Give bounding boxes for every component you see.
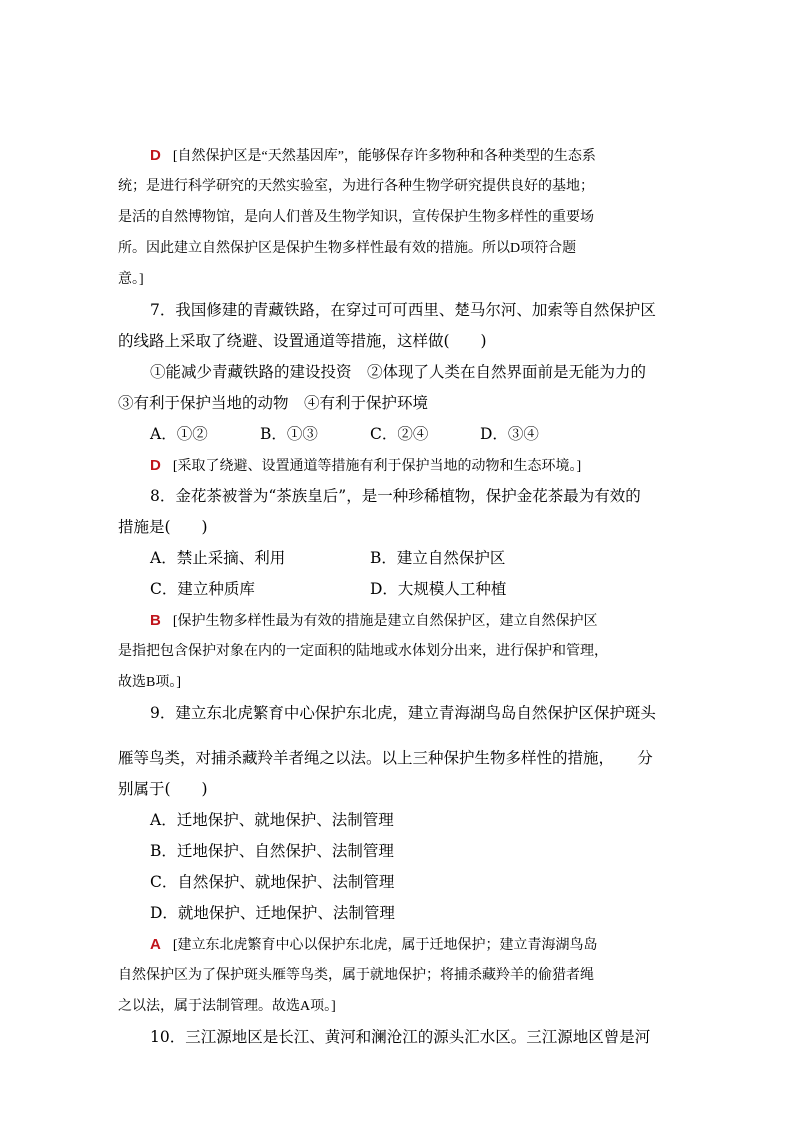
question-10-stem: 10．三江源地区是长江、黄河和澜沧江的源头汇水区。三江源地区曾是河 bbox=[150, 1028, 651, 1046]
answer-line: 是活的自然博物馆，是向人们普及生物学知识，宣传保护生物多样性的重要场 bbox=[118, 210, 594, 225]
question-7-statement: ③有利于保护当地的动物 ④有利于保护环境 bbox=[118, 394, 429, 412]
question-8-stem: 8．金花茶被誉为“茶族皇后”，是一种珍稀植物，保护金花茶最为有效的 bbox=[150, 487, 641, 505]
page-content bbox=[118, 140, 676, 1053]
option-c: C．自然保护、就地保护、法制管理 bbox=[150, 873, 395, 891]
question-9-stem: 别属于( ) bbox=[118, 780, 208, 798]
answer-line: 所。因此建立自然保护区是保护生物多样性最有效的措施。所以D项符合题 bbox=[118, 241, 577, 256]
answer-line: 自然保护区为了保护斑头雁等鸟类，属于就地保护；将捕杀藏羚羊的偷猎者绳 bbox=[118, 968, 594, 983]
option-c: C．建立种质库 bbox=[150, 580, 255, 598]
option-b: B．建立自然保护区 bbox=[370, 549, 506, 567]
option-b: B．①③ bbox=[260, 425, 318, 443]
answer-key: D bbox=[150, 147, 161, 164]
option-a: A．迁地保护、就地保护、法制管理 bbox=[150, 811, 394, 829]
question-8-stem: 措施是( ) bbox=[118, 518, 208, 536]
question-7-stem: 的线路上采取了绕避、设置通道等措施，这样做( ) bbox=[118, 332, 487, 350]
option-a: A．①② bbox=[150, 425, 208, 443]
question-9-stem: 9．建立东北虎繁育中心保护东北虎，建立青海湖鸟岛自然保护区保护斑头 bbox=[150, 704, 656, 722]
question-8-options bbox=[118, 543, 676, 574]
option-c: C．②④ bbox=[370, 425, 429, 443]
answer-line: 意。] bbox=[118, 272, 144, 287]
question-8-answer: B [保护生物多样性最为有效的措施是建立自然保护区，建立自然保护区 bbox=[150, 612, 598, 629]
question-7-answer: D [采取了绕避、设置通道等措施有利于保护当地的动物和生态环境。] bbox=[150, 457, 582, 474]
answer-key: A bbox=[150, 936, 161, 953]
option-d: D．③④ bbox=[480, 425, 539, 443]
answer-key: D bbox=[150, 457, 161, 474]
question-9-answer: A [建立东北虎繁育中心以保护东北虎，属于迁地保护；建立青海湖鸟岛 bbox=[150, 936, 598, 953]
option-d: D．就地保护、迁地保护、法制管理 bbox=[150, 904, 395, 922]
question-7-statement: ①能减少青藏铁路的建设投资 ②体现了人类在自然界面前是无能为力的 bbox=[150, 363, 647, 381]
answer-line: 故选B项。] bbox=[118, 675, 181, 690]
option-d: D．大规模人工种植 bbox=[370, 580, 507, 598]
answer-line: D [自然保护区是“天然基因库”，能够保存许多物种和各种类型的生态系 bbox=[150, 147, 596, 164]
question-9-stem: 雁等鸟类，对捕杀藏羚羊者绳之以法。以上三种保护生物多样性的措施， 分 bbox=[118, 749, 653, 767]
answer-line: 统；是进行科学研究的天然实验室，为进行各种生物学研究提供良好的基地； bbox=[118, 179, 594, 194]
answer-line: 之以法，属于法制管理。故选A项。] bbox=[118, 999, 336, 1014]
answer-line: 是指把包含保护对象在内的一定面积的陆地或水体划分出来，进行保护和管理， bbox=[118, 644, 608, 659]
question-8-options bbox=[118, 574, 676, 605]
question-7-stem: 7．我国修建的青藏铁路，在穿过可可西里、楚马尔河、加索等自然保护区 bbox=[150, 301, 656, 319]
answer-key: B bbox=[150, 612, 161, 629]
spacer bbox=[118, 729, 676, 743]
option-a: A．禁止采摘、利用 bbox=[150, 549, 286, 567]
option-b: B．迁地保护、自然保护、法制管理 bbox=[150, 842, 394, 860]
question-7-options bbox=[118, 419, 676, 450]
